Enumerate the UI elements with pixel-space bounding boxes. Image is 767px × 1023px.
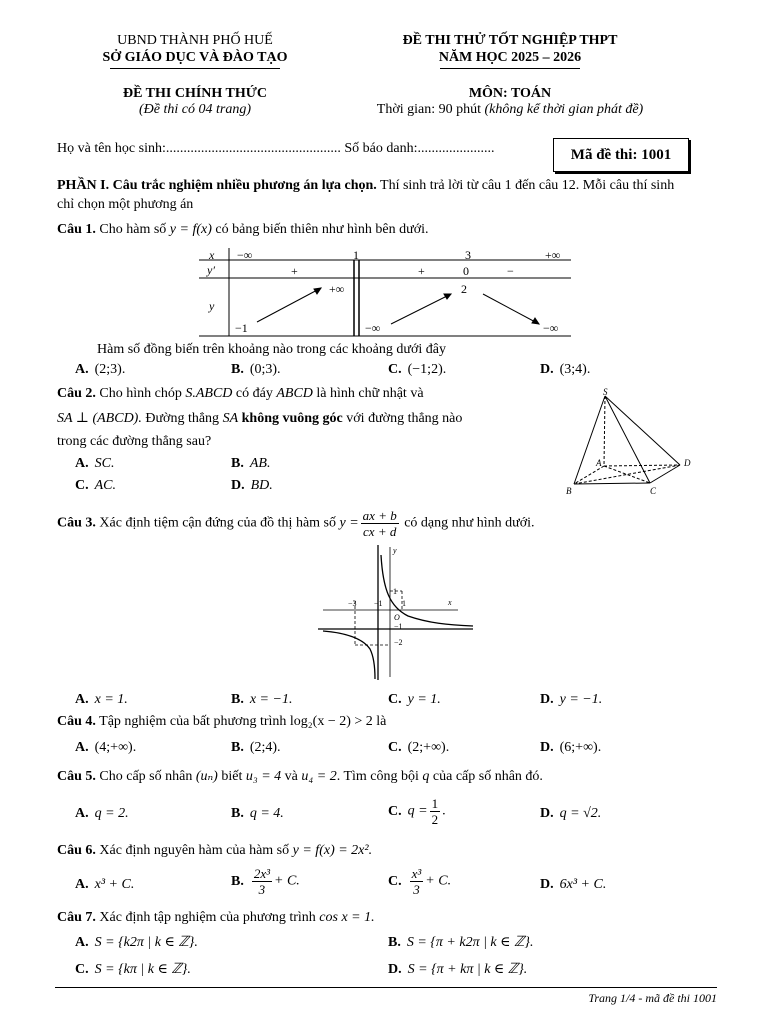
header-left-underline: [110, 68, 280, 69]
header-right-line2: NĂM HỌC 2025 – 2026: [438, 50, 582, 65]
vertex-c: C: [650, 486, 657, 496]
q5-option-d-key: D.: [540, 806, 554, 821]
table-yp-label: y′: [207, 263, 215, 277]
q5-option-c-key: C.: [388, 803, 402, 819]
graph-origin-label: O: [394, 613, 400, 622]
q5-option-c-num: 1: [431, 796, 439, 811]
q2-l2d: không vuông góc: [241, 411, 343, 426]
q1-option-b[interactable]: [231, 362, 281, 378]
arrow-up-1: [257, 288, 321, 322]
q7-option-c[interactable]: [75, 961, 191, 978]
q4-label: Câu 4.: [57, 714, 96, 729]
q5-text-c: . Tìm công bội: [336, 769, 419, 784]
graph-tick-y-neg2: −2: [394, 638, 403, 647]
variation-table: [199, 248, 571, 338]
q5-text-b: biết: [221, 769, 243, 784]
q6-stem: [57, 843, 372, 859]
q2-l1b: S.ABCD: [185, 386, 233, 401]
part1-instruction-b: chỉ chọn một phương án: [57, 197, 194, 212]
q6-option-c-frac: [410, 866, 424, 897]
q1-text-a: Cho hàm số: [99, 222, 167, 237]
q7-option-c-key: C.: [75, 962, 89, 977]
time-note: (không kể thời gian phát đề): [484, 102, 644, 117]
q1-option-b-key: B.: [231, 362, 244, 377]
q6-option-b-key: B.: [231, 873, 244, 889]
q1-option-c[interactable]: [388, 362, 446, 378]
q6-option-b-frac: [252, 866, 272, 897]
exam-code: Mã đề thi: 1001: [570, 146, 672, 163]
q4-stem: [57, 714, 386, 730]
graph-tick-x-neg1: −1: [374, 599, 383, 608]
q3-option-c-text: y = 1.: [407, 692, 441, 707]
q6-label: Câu 6.: [57, 843, 96, 858]
q2-l1e: là hình chữ nhật và: [316, 386, 424, 401]
q3-label: Câu 3.: [57, 515, 96, 531]
table-x-val-1: 1: [353, 248, 359, 262]
q5-option-d[interactable]: [540, 806, 601, 822]
student-name-label: Họ và tên học sinh:: [57, 141, 166, 156]
q7-option-d-text: S = {π + kπ | k ∈ ℤ}.: [407, 962, 528, 977]
header-right-underline: [440, 68, 580, 69]
table-yp-sign-0: +: [291, 264, 298, 278]
q7-option-a-key: A.: [75, 935, 89, 950]
q7-option-d[interactable]: [388, 961, 527, 978]
q4-text-b: là: [376, 714, 387, 729]
q6-option-d-key: D.: [540, 877, 554, 892]
table-yp-sign-3: −: [507, 264, 514, 278]
q3-den: cx + d: [363, 524, 397, 539]
table-yp-sign-1: +: [418, 264, 425, 278]
q2-l2b: Đường thẳng: [145, 411, 220, 426]
q5-option-b[interactable]: [231, 806, 284, 822]
q4-text-a: Tập nghiệm của bất phương trình: [99, 714, 287, 729]
q1-label: Câu 1.: [57, 222, 96, 237]
q3-option-d[interactable]: [540, 692, 602, 708]
student-name-line: [57, 141, 494, 157]
q6-option-b-num: 2x³: [253, 866, 271, 881]
q6-option-c-key: C.: [388, 873, 402, 889]
q1-option-d-text: (3;4).: [559, 362, 591, 377]
q7-option-b[interactable]: [388, 934, 534, 951]
q1-option-a-key: A.: [75, 362, 89, 377]
q5-text-a: Cho cấp số nhân: [99, 769, 193, 784]
official-label: ĐỀ THI CHÍNH THỨC: [122, 86, 268, 101]
q6-option-c[interactable]: [388, 866, 451, 897]
q5-option-a-text: q = 2.: [94, 806, 129, 821]
q6-option-a[interactable]: [75, 877, 134, 893]
graph-tick-y-1: 1: [393, 587, 397, 596]
arrow-up-2: [391, 294, 451, 324]
q5-option-c-lhs: q =: [407, 803, 428, 819]
q2-option-d-text: BD.: [250, 478, 273, 493]
q7-option-b-key: B.: [388, 935, 401, 950]
vertex-b: B: [566, 486, 572, 496]
q2-l1a: Cho hình chóp: [99, 386, 182, 401]
q2-label: Câu 2.: [57, 386, 96, 401]
pages-note: (Đề thi có 04 trang): [139, 102, 251, 117]
q7-text-a: Xác định tập nghiệm của phương trình: [99, 910, 316, 925]
q2-option-c[interactable]: [75, 478, 116, 494]
table-yp-sign-2: 0: [463, 264, 469, 278]
q7-option-b-text: S = {π + k2π | k ∈ ℤ}.: [406, 935, 534, 950]
vertex-a: A: [596, 458, 602, 468]
q3-lhs: y =: [339, 515, 359, 531]
student-id-label: Số báo danh:: [344, 141, 418, 156]
q3-option-c-key: C.: [388, 692, 402, 707]
q2-option-d[interactable]: [231, 478, 273, 494]
q7-option-a-text: S = {k2π | k ∈ ℤ}.: [94, 935, 198, 950]
q6-option-b-tail: + C.: [274, 873, 300, 889]
hyperbola-graph: [318, 545, 478, 683]
q4-option-a-key: A.: [75, 740, 89, 755]
q5-stem: [57, 768, 543, 785]
q2-l2c: SA: [222, 411, 239, 426]
q5-option-a[interactable]: [75, 806, 129, 822]
header-right-line1: ĐỀ THI THỬ TỐT NGHIỆP THPT: [402, 33, 618, 48]
q4-option-b-key: B.: [231, 740, 244, 755]
student-id-dots: ......................: [417, 141, 495, 156]
pyramid-figure: [562, 386, 697, 498]
q3-option-a[interactable]: [75, 692, 128, 708]
q2-option-a-key: A.: [75, 456, 89, 471]
q2-option-b-key: B.: [231, 456, 244, 471]
q4-option-b-text: (2;4).: [249, 740, 281, 755]
q4-option-d-key: D.: [540, 740, 554, 755]
page-footer: Trang 1/4 - mã đề thi 1001: [588, 991, 717, 1005]
table-y-val-0: −1: [235, 321, 248, 335]
q4-expr: log₂(x − 2) > 2: [289, 714, 373, 729]
subject-label: MÔN: TOÁN: [468, 86, 552, 101]
hyperbola-left-branch: [323, 631, 375, 679]
header-left-line2: SỞ GIÁO DỤC VÀ ĐÀO TẠO: [102, 50, 288, 65]
q5-u3: u₃ = 4: [245, 769, 282, 784]
vertex-d: D: [684, 458, 691, 468]
arrow-down-3: [483, 294, 539, 324]
q5-option-b-key: B.: [231, 806, 244, 821]
q4-option-b[interactable]: [231, 740, 281, 756]
q1-option-c-text: (−1;2).: [407, 362, 447, 377]
table-x-label: x: [209, 248, 215, 262]
graph-tick-y-neg1: −1: [394, 622, 403, 631]
table-y-val-4: −∞: [543, 321, 559, 335]
table-y-val-1: +∞: [329, 282, 345, 296]
q6-option-c-tail: + C.: [425, 873, 452, 889]
q7-expr: cos x = 1.: [319, 910, 375, 925]
q6-option-d-text: 6x³ + C.: [559, 877, 607, 892]
graph-y-axis-label: y: [393, 546, 397, 555]
q2-option-b-text: AB.: [249, 456, 271, 471]
time-line: [350, 102, 670, 118]
q4-option-a-text: (4;+∞).: [94, 740, 137, 755]
exam-code-box: [553, 138, 689, 172]
q2-option-c-key: C.: [75, 478, 89, 493]
q7-stem: [57, 910, 375, 926]
graph-tick-x-neg3: −3: [348, 599, 357, 608]
header-left-line1: UBND THÀNH PHỐ HUẾ: [117, 33, 273, 48]
q2-line3: trong các đường thẳng sau?: [57, 434, 212, 449]
q7-option-c-text: S = {kπ | k ∈ ℤ}.: [94, 962, 191, 977]
q3-option-d-text: y = −1.: [559, 692, 603, 707]
q2-l2a: SA ⊥ (ABCD).: [57, 411, 142, 426]
q1-stem: [57, 222, 429, 238]
q5-u4: u₄ = 2: [301, 769, 337, 784]
table-x-val-0: −∞: [237, 248, 253, 262]
q3-option-a-text: x = 1.: [94, 692, 128, 707]
q6-text-a: Xác định nguyên hàm của hàm số: [99, 843, 290, 858]
q4-option-a[interactable]: [75, 740, 136, 756]
q7-option-a[interactable]: [75, 934, 198, 951]
q3-option-d-key: D.: [540, 692, 554, 707]
q2-option-d-key: D.: [231, 478, 245, 493]
graph-x-axis-label: x: [448, 598, 452, 607]
q1-option-a[interactable]: [75, 362, 125, 378]
q2-l1c: có đáy: [235, 386, 273, 401]
q2-option-b[interactable]: [231, 456, 270, 472]
q6-option-a-key: A.: [75, 877, 89, 892]
q5-and: và: [284, 769, 298, 784]
q6-expr: y = f(x) = 2x².: [292, 843, 373, 858]
q3-text-b: có dạng như hình dưới.: [404, 515, 535, 531]
q1-option-c-key: C.: [388, 362, 402, 377]
q1-option-d-key: D.: [540, 362, 554, 377]
q2-option-c-text: AC.: [94, 478, 117, 493]
q4-option-d[interactable]: [540, 740, 601, 756]
part1-instruction-a: Thí sinh trả lời từ câu 1 đến câu 12. Mỗi câu thí sinh: [380, 178, 675, 193]
q3-option-b-text: x = −1.: [249, 692, 293, 707]
q3-option-b[interactable]: [231, 692, 292, 708]
q1-option-a-text: (2;3).: [94, 362, 126, 377]
q3-option-a-key: A.: [75, 692, 89, 707]
time-label: Thời gian: 90 phút: [376, 102, 481, 117]
table-y-val-3: 2: [461, 282, 467, 296]
q3-text-a: Xác định tiệm cận đứng của đồ thị hàm số: [99, 515, 336, 531]
q5-option-c-den: 2: [431, 812, 439, 827]
q2-option-a-text: SC.: [94, 456, 115, 471]
q2-l1d: ABCD: [276, 386, 313, 401]
q5-option-b-text: q = 4.: [249, 806, 284, 821]
q6-option-c-num: x³: [411, 866, 422, 881]
part1-title: PHẦN I. Câu trắc nghiệm nhiều phương án lựa chọn.: [57, 178, 377, 193]
q2-l2e: với đường thẳng nào: [346, 411, 463, 426]
q5-q: q: [422, 769, 430, 784]
footer-rule: [55, 987, 717, 988]
q5-text-d: của cấp số nhân đó.: [432, 769, 543, 784]
q1-option-b-text: (0;3).: [249, 362, 281, 377]
q1-text-b: có bảng biến thiên như hình bên dưới.: [215, 222, 429, 237]
q5-option-c[interactable]: [388, 796, 446, 827]
q5-option-a-key: A.: [75, 806, 89, 821]
student-name-dots: ..................................................: [165, 141, 341, 156]
table-y-label: y: [209, 299, 215, 313]
q5-seq: (uₙ): [195, 769, 218, 784]
vertex-s: S: [603, 387, 608, 397]
q2-line2: [57, 410, 462, 427]
q3-option-b-key: B.: [231, 692, 244, 707]
table-y-val-2: −∞: [365, 321, 381, 335]
graph-tick-x-1: 1: [402, 599, 406, 608]
table-x-val-2: 3: [465, 248, 471, 262]
q1-expr: y = f(x): [169, 222, 212, 237]
q3-fraction: [361, 508, 399, 539]
q3-num: ax + b: [362, 508, 397, 523]
part1-line1: [57, 178, 674, 194]
q4-option-d-text: (6;+∞).: [559, 740, 602, 755]
q6-option-c-den: 3: [413, 882, 420, 897]
q5-label: Câu 5.: [57, 769, 96, 784]
q5-option-d-text: q = √2.: [559, 806, 602, 821]
q1-prompt: Hàm số đồng biến trên khoảng nào trong các khoảng dưới đây: [97, 342, 446, 357]
q3-option-c[interactable]: [388, 692, 441, 708]
q4-option-c[interactable]: [388, 740, 449, 756]
q2-line1: [57, 386, 424, 402]
q3-stem: [57, 508, 535, 539]
q1-option-d[interactable]: [540, 362, 590, 378]
q6-option-a-text: x³ + C.: [94, 877, 135, 892]
q7-option-d-key: D.: [388, 962, 402, 977]
q6-option-d[interactable]: [540, 877, 606, 893]
q4-option-c-key: C.: [388, 740, 402, 755]
q5-option-c-frac: [430, 796, 441, 827]
q6-option-b-den: 3: [258, 882, 266, 897]
q2-option-a[interactable]: [75, 456, 114, 472]
q7-label: Câu 7.: [57, 910, 96, 925]
q6-option-b[interactable]: [231, 866, 300, 897]
table-x-val-3: +∞: [545, 248, 561, 262]
q5-option-c-tail: .: [442, 803, 446, 819]
q4-option-c-text: (2;+∞).: [407, 740, 450, 755]
